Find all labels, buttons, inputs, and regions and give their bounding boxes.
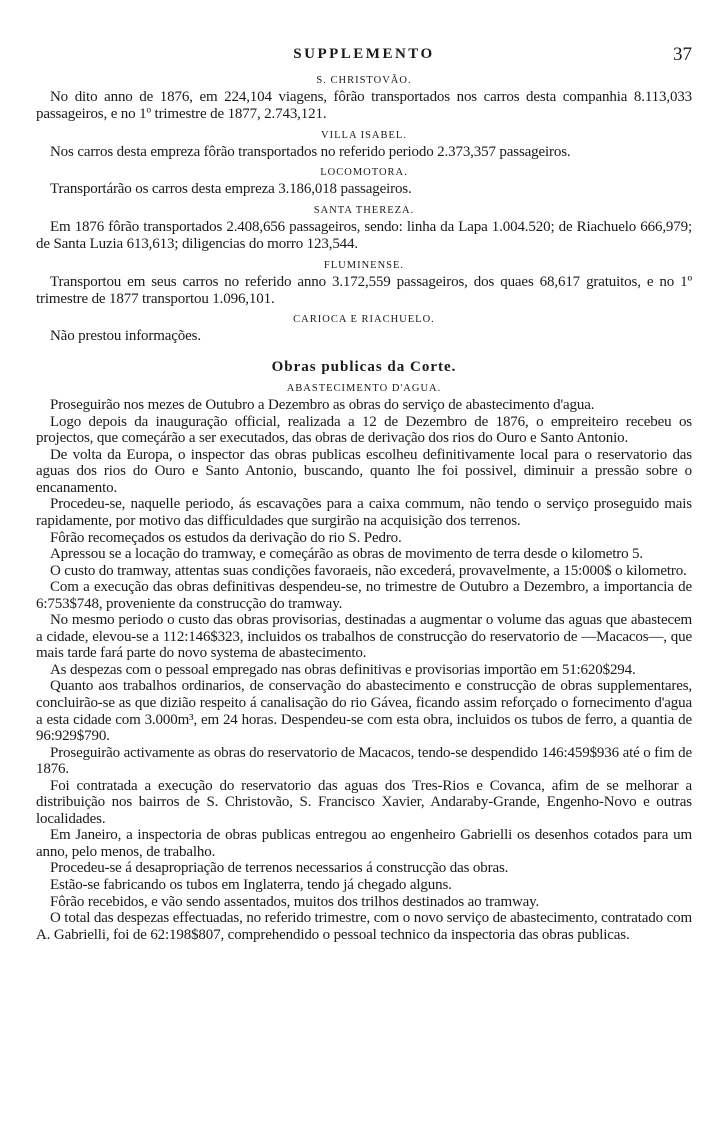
page-header <box>36 44 692 68</box>
paragraph: Proseguirão nos mezes de Outubro a Dezembro as obras do serviço de abastecimento d'agua. <box>50 397 595 414</box>
company-heading: SANTA THEREZA. <box>313 205 415 217</box>
paragraph: Transportou em seus carros no referido anno 3.172,559 passageiros, dos quaes 68,617 gratuitos, e no 1º trimestre de 1877 transportou 1.096,101. <box>36 273 692 307</box>
paragraph: Fôrão recomeçados os estudos da derivação do rio S. Pedro. <box>50 529 402 546</box>
paragraph: Estão-se fabricando os tubos em Inglaterra, tendo já chegado alguns. <box>50 877 452 894</box>
paragraph: Procedeu-se á desapropriação de terrenos necessarios á construcção das obras. <box>50 860 509 877</box>
paragraph: No mesmo periodo o custo das obras provisorias, destinadas a augmentar o volume das aguas que abastecem a cidade, elevou-se a 112:146$323, incluidos os trabalhos de construcção do reservatorio de —Macacos—, que mais tarde fará parte do novo systema de abastecimento. <box>36 612 692 662</box>
paragraph: O custo do tramway, attentas suas condições favoraeis, não excederá, provavelmente, a 15:000$ o kilometro. <box>50 562 687 579</box>
paragraph: Transportárão os carros desta empreza 3.186,018 passageiros. <box>50 181 412 198</box>
running-title: SUPPLEMENTO <box>293 46 435 62</box>
paragraph: Proseguirão activamente as obras do reservatorio de Macacos, tendo-se despendido 146:459$936 até o fim de 1876. <box>36 744 692 778</box>
paragraph: O total das despezas effectuadas, no referido trimestre, com o novo serviço de abastecimento, contratado com A. Gabrielli, foi de 62:198$807, comprehendido o pessoal technico da inspectoria das obras publicas. <box>36 910 692 943</box>
paragraph: Logo depois da inauguração official, realizada a 12 de Dezembro de 1876, o empreiteiro recebeu os projectos, que começárão a ser executados, das obras de derivação dos rios do Ouro e Santo Antonio. <box>36 413 692 447</box>
paragraph: Em Janeiro, a inspectoria de obras publicas entregou ao engenheiro Gabrielli os desenhos cotados para um anno, pelo menos, de trabalho. <box>36 827 692 860</box>
company-heading: LOCOMOTORA. <box>320 167 408 179</box>
company-heading: CARIOCA E RIACHUELO. <box>293 314 435 326</box>
paragraph: As despezas com o pessoal empregado nas obras definitivas e provisorias importão em 51:620$294. <box>50 661 636 678</box>
paragraph: Fôrão recebidos, e vão sendo assentados, muitos dos trilhos destinados ao tramway. <box>50 893 540 910</box>
company-heading: FLUMINENSE. <box>323 259 405 271</box>
page-number: 37 <box>673 44 692 65</box>
document-page <box>36 44 692 943</box>
paragraph: Foi contratada a execução do reservatorio das aguas dos Tres-Rios e Covanca, afim de se melhorar a distribuição nos bairros de S. Christovão, S. Francisco Xavier, Andaraby-Grande, Engenho-Novo e outras localidades. <box>36 777 692 827</box>
paragraph: Não prestou informações. <box>50 328 201 345</box>
paragraph: Em 1876 fôrão transportados 2.408,656 passageiros, sendo: linha da Lapa 1.004.520; de Riachuelo 666,979; de Santa Luzia 613,613; diligencias do morro 123,544. <box>36 219 692 252</box>
paragraph: Com a execução das obras definitivas despendeu-se, no trimestre de Outubro a Dezembro, a importancia de 6:753$748, proveniente da construcção do tramway. <box>36 579 692 612</box>
paragraph: De volta da Europa, o inspector das obras publicas escolheu definitivamente local para o reservatorio das aguas dos rios do Ouro e Santo Antonio, buscando, quanto lhe foi possivel, diminuir a pressão sobre o encanamento. <box>36 446 692 496</box>
company-heading: S. CHRISTOVÃO. <box>316 75 412 86</box>
tramway-companies <box>36 75 692 345</box>
section-title: Obras publicas da Corte. <box>271 359 457 376</box>
paragraph: No dito anno de 1876, em 224,104 viagens, fôrão transportados nos carros desta companhia 8.113,033 passageiros, e no 1º trimestre de 1877, 2.743,121. <box>36 89 692 122</box>
paragraph: Apressou se a locação do tramway, e começárão as obras de movimento de terra desde o kilometro 5. <box>50 546 644 563</box>
paragraph: Procedeu-se, naquelle periodo, ás escavações para a caixa commum, não tendo o serviço proseguido mais rapidamente, por motivo das difficuldades que surgirão na acquisição dos terrenos. <box>36 496 692 529</box>
obras-body <box>36 397 692 943</box>
company-heading: VILLA ISABEL. <box>321 129 407 141</box>
paragraph: Nos carros desta empreza fôrão transportados no referido periodo 2.373,357 passageiros. <box>50 143 571 160</box>
subsection-heading: ABASTECIMENTO D'AGUA. <box>286 383 442 395</box>
paragraph: Quanto aos trabalhos ordinarios, de conservação do abastecimento e construcção de obras supplementares, concluirão-se as que dizião respeito á canalisação do rio Gávea, ficando assim reforçado o fornecimento d'agua a esta cidade com 3.000m³, em 24 horas. Despendeu-se com esta obra, incluidos os tubos de ferro, a quantia de 96:929$790. <box>36 678 692 745</box>
